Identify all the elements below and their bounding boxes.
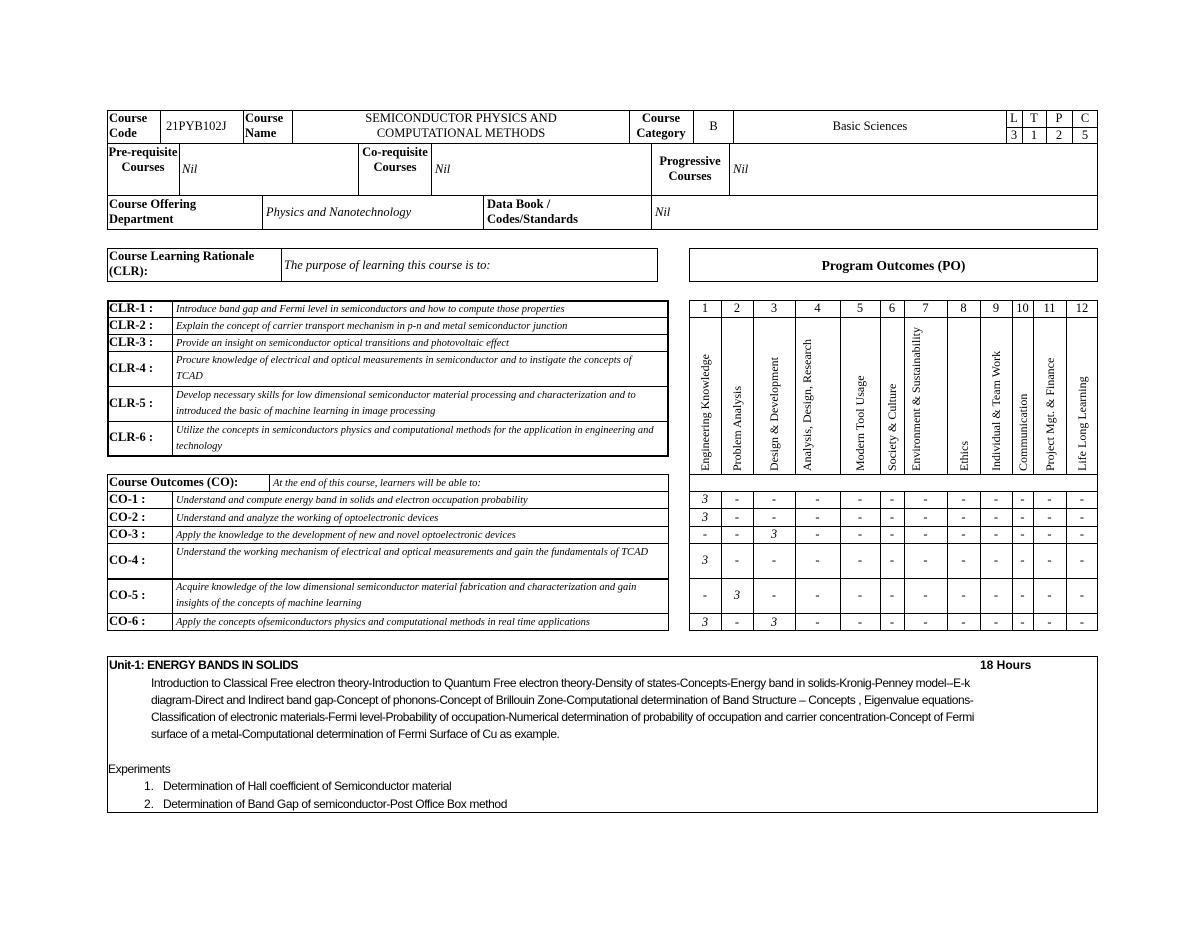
po-mapping-cell: - [993,588,999,602]
po-name: Individual & Team Work [989,350,1003,471]
clr-6-text: Utilize the concepts in semiconductors physics and computational methods for the application in engineering and technology [176,425,654,452]
clr-purpose: The purpose of learning this course is to: [284,258,491,272]
clr-6-id: CLR-6 : [109,430,154,444]
experiment-1-text: Determination of Hall coefficient of Semiconductor material [163,779,452,793]
po-mapping-cell: - [923,509,928,524]
course-name: SEMICONDUCTOR PHYSICS AND COMPUTATIONAL METHODS [365,111,557,140]
po-mapping-cell: 3 [733,588,741,602]
unit-line-1: Introduction to Classical Free electron theory-Introduction to Quantum Free electron theory-Density of states-Concepts-Energy band in solids-Kronig-Penney model--E-k [151,676,970,690]
course-category-label: Course Category [636,111,686,140]
po-name: Design & Development [767,357,781,471]
po-mapping-cell: - [815,492,820,506]
po-number: 4 [814,301,821,315]
po-mapping-cell: - [993,492,999,506]
po-mapping-cell: - [1047,492,1052,506]
po-mapping-cell: - [815,553,820,567]
unit-line-4: surface of a metal-Computational determination of Fermi Surface of Cu as example. [151,727,560,741]
po-mapping-cell: - [734,492,740,506]
po-mapping-cell: - [857,614,863,629]
clr-3-id: CLR-3 : [109,335,154,349]
ltpc-label-l: L [1010,111,1018,125]
progressive-label: Progressive Courses [659,154,721,183]
po-name: Problem Analysis [730,385,744,471]
ltpc-label-t: T [1030,111,1038,125]
co-label: Course Outcomes (CO): [109,475,239,489]
clr-3-text: Provide an insight on semiconductor optical transitions and photovoltaic effect [176,338,509,349]
po-mapping-cell: - [961,614,966,629]
po-mapping-cell: - [857,509,863,524]
po-mapping-cell: - [1079,553,1085,567]
clr-label: Course Learning Rationale (CLR): [109,249,255,278]
po-name: Engineering Knowledge [698,354,712,471]
po-mapping-cell: 3 [701,614,709,629]
po-mapping-cell: - [961,588,966,602]
po-mapping-cell: - [993,614,999,629]
po-mapping-cell: - [923,527,928,541]
po-number: 12 [1075,301,1089,315]
po-mapping-cell: 3 [770,614,778,629]
po-mapping-cell: - [993,509,999,524]
po-mapping-cell: - [889,553,895,567]
unit-line-3: Classification of electronic materials-Fermi level-Probability of occupation-Numerical determination of probability of occupation and carrier concentration-Concept of Fermi [151,710,974,724]
po-mapping-cell: - [815,509,820,524]
po-number: 11 [1043,301,1056,315]
clr-2-id: CLR-2 : [109,318,154,332]
po-mapping-cell: - [771,509,777,524]
po-mapping-cell: - [857,492,863,506]
coreq-value: Nil [435,162,451,176]
course-code: 21PYB102J [166,119,227,133]
po-mapping-cell: - [961,492,966,506]
offering-value: Physics and Nanotechnology [266,205,412,219]
offering-label: Course Offering Department [109,197,197,226]
po-number: 7 [922,301,929,315]
co-intro: At the end of this course, learners will be able to: [273,478,481,489]
prereq-value: Nil [182,162,198,176]
clr-4-text: Procure knowledge of electrical and optical measurements in semiconductor and to instigate the concepts of TCAD [176,355,632,382]
ltpc-label-p: P [1055,111,1063,125]
clr-1-id: CLR-1 : [109,301,154,315]
po-mapping-cell: - [1020,527,1025,541]
po-name: Environment & Sustainability [909,327,923,471]
po-mapping-cell: - [734,527,740,541]
po-name: Project Mgt. & Finance [1042,357,1057,471]
po-mapping-cell: - [1079,588,1085,602]
experiment-1-num: 1. [144,779,155,793]
po-mapping-cell: - [923,553,928,567]
header-row-2 [107,143,1098,196]
ltpc-value-c: 5 [1081,128,1089,142]
po-number: 2 [733,301,741,315]
co-2-id: CO-2 : [109,510,146,524]
po-mapping-cell: - [923,588,928,602]
prereq-label: Pre-requisite Courses [108,145,178,174]
po-number: 8 [960,301,967,315]
po-mapping-cell: 3 [770,527,778,541]
po-number: 3 [770,301,778,315]
co-4-text: Understand the working mechanism of electrical and optical measurements and gain the fundamentals of TCAD [176,547,649,558]
po-mapping-cell: - [771,492,777,506]
po-mapping-cell: - [1079,527,1085,541]
clr-1-text: Introduce band gap and Fermi level in semiconductors and how to compute those properties [176,304,565,315]
po-mapping-cell: - [889,509,895,524]
unit-line-2: diagram-Direct and Indirect band gap-Concept of phonons-Concept of Brillouin Zone-Computational determination of Band Structure – Concepts , Eigenvalue equations- [151,693,974,707]
po-mapping-cell: - [961,553,966,567]
po-mapping-cell: - [889,588,895,602]
ltpc-value-l: 3 [1010,128,1018,142]
po-mapping-cell: - [734,553,740,567]
databook-label: Data Book / Codes/Standards [487,197,578,226]
co-3-text: Apply the knowledge to the development of new and novel optoelectronic devices [176,530,516,541]
po-number: 9 [992,301,1000,315]
experiments-label: Experiments [108,762,171,776]
po-mapping-cell: - [923,492,928,506]
po-mapping-cell: - [889,527,895,541]
po-mapping-cell: - [889,614,895,629]
po-mapping-cell: - [702,527,708,541]
co-1-id: CO-1 : [109,492,146,506]
ltpc-value-t: 1 [1030,128,1038,142]
po-number: 6 [888,301,896,315]
co-1-text: Understand and compute energy band in solids and electron occupation probability [176,495,528,506]
po-mapping-cell: - [923,614,928,629]
po-mapping-cell: 3 [701,553,709,567]
po-mapping-cell: - [961,527,966,541]
clr-5-text: Develop necessary skills for low dimensional semiconductor material processing and characterization and to introduced the basic of machine learning in image processing [176,390,636,417]
po-mapping-cell: - [1020,492,1025,506]
po-number: 1 [701,301,709,315]
po-mapping-cell: - [815,614,820,629]
coreq-label: Co-requisite Courses [362,145,428,174]
course-code-label: Course Code [109,111,148,140]
po-title: Program Outcomes (PO) [821,258,966,273]
co-5-text: Acquire knowledge of the low dimensional semiconductor material fabrication and characterization and gain insights of the concepts of machine learning [176,582,637,609]
po-mapping-cell: - [993,553,999,567]
po-mapping-cell: - [961,509,966,524]
course-category: B [709,119,718,133]
course-name-label: Course Name [245,111,284,140]
category-name: Basic Sciences [832,119,908,133]
po-mapping-cell: - [1079,492,1085,506]
po-name: Analysis, Design, Research [800,339,814,471]
clr-2-text: Explain the concept of carrier transport mechanism in p-n and metal semiconductor junction [176,321,568,332]
po-mapping-cell: - [1047,553,1052,567]
po-mapping-cell: - [1047,527,1052,541]
co-2-text: Understand and analyze the working of optoelectronic devices [176,513,439,524]
po-name: Life Long Learning [1075,376,1089,471]
po-name: Modern Tool Usage [853,375,867,471]
po-mapping-cell: - [815,527,820,541]
po-mapping-cell: - [857,527,863,541]
po-mapping-cell: - [889,492,895,506]
ltpc-label-c: C [1080,111,1090,125]
po-mapping-cell: 3 [701,492,709,506]
po-mapping-cell: - [1047,509,1052,524]
co-5-id: CO-5 : [109,588,146,602]
progressive-value: Nil [733,162,749,176]
po-mapping-cell: - [1079,509,1085,524]
po-name: Ethics [956,441,971,471]
po-mapping-cell: - [702,588,708,602]
co-4-id: CO-4 : [109,553,146,567]
po-mapping-cell: - [1020,509,1025,524]
po-name: Communication [1015,393,1030,471]
po-mapping-cell: - [1020,553,1025,567]
po-mapping-cell: - [771,553,777,567]
po-mapping-cell: - [734,509,740,524]
po-mapping-cell: - [734,614,740,629]
po-mapping-cell: - [815,588,820,602]
po-mapping-cell: - [857,553,863,567]
po-mapping-cell: - [1047,588,1052,602]
co-6-text: Apply the concepts ofsemiconductors physics and computational methods in real time applications [176,617,591,628]
unit-title: Unit-1: ENERGY BANDS IN SOLIDS [109,658,299,672]
databook-value: Nil [655,205,671,219]
clr-4-id: CLR-4 : [109,361,154,375]
po-mapping-cell: 3 [701,509,709,524]
po-mapping-cell: - [1020,588,1025,602]
po-number: 5 [856,301,864,315]
po-mapping-cell: - [771,588,777,602]
po-mapping-cell: - [1079,614,1085,629]
co-6-id: CO-6 : [109,614,146,628]
clr-5-id: CLR-5 : [109,396,154,410]
experiment-2-num: 2. [144,797,155,811]
ltpc-value-p: 2 [1055,128,1063,142]
po-mapping-cell: - [1020,614,1025,629]
po-mapping-cell: - [1047,614,1052,629]
experiment-2-text: Determination of Band Gap of semiconductor-Post Office Box method [163,797,507,811]
po-mapping-cell: - [857,588,863,602]
po-mapping-cell: - [993,527,999,541]
co-3-id: CO-3 : [109,527,146,541]
unit-hours: 18 Hours [980,658,1032,672]
po-name: Society & Culture [885,383,899,471]
po-number: 10 [1016,301,1029,315]
